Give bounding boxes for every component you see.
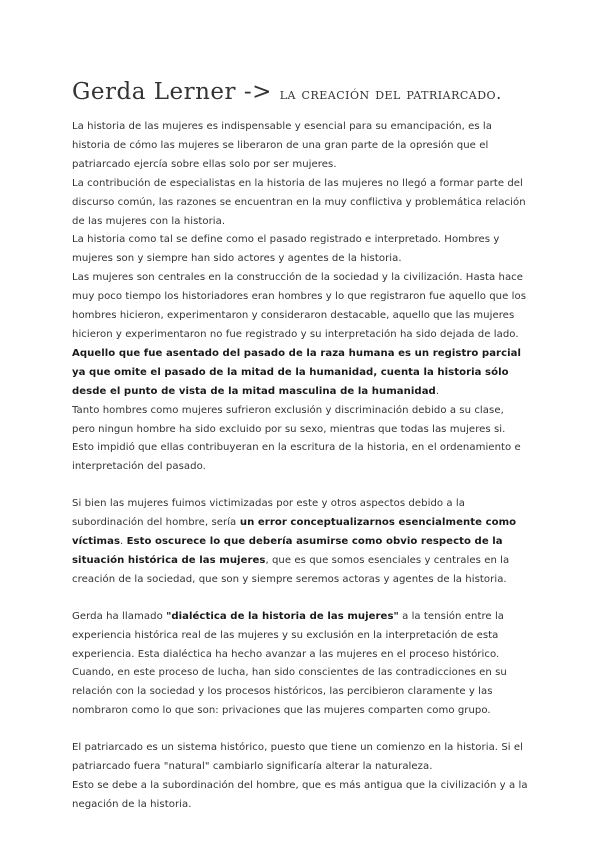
paragraph-10: Esto se debe a la subordinación del hombre, que es más antigua que la civilización y a la negación de la historia. <box>72 780 528 810</box>
paragraph-5 <box>72 345 530 402</box>
paragraph-1: La historia de las mujeres es indispensable y esencial para su emancipación, es la historia de cómo las mujeres se liberaron de una gran parte de la opresión que el patriarcado ejercía sobre ellas solo por ser mujeres. <box>72 121 493 170</box>
paragraph-7-bold-2: Esto oscurece lo que debería asumirse como obvio respecto de la situación histórica de las mujeres <box>72 536 503 566</box>
paragraph-5-end: . <box>435 385 440 397</box>
paragraph-2: La contribución de especialistas en la historia de las mujeres no llegó a formar parte del discurso común, las razones se encuentran en la muy conflictiva y problemática relación de las mujeres con la historia. <box>72 177 526 227</box>
paragraph-5-bold: Aquello que fue asentado del pasado de la raza humana es un registro parcial ya que omite el pasado de la mitad de la humanidad, cuenta la historia sólo desde el punto de vista de la mitad masculina de la humanidad <box>72 347 522 397</box>
paragraph-6: Tanto hombres como mujeres sufrieron exclusión y discriminación debido a su clase, pero ningun hombre ha sido excluido por su sexo, mientras que todas las mujeres si. Esto impidió que ellas contribuyeran en la escritura de la historia, en el ordenamiento e interpretación del pasado. <box>72 404 521 473</box>
paragraph-8-a: Gerda ha llamado <box>72 610 167 622</box>
paragraph-8 <box>72 608 530 721</box>
paragraph-9: El patriarcado es un sistema histórico, puesto que tiene un comienzo en la historia. Si el patriarcado fuera "natural" cambiarlo significaría alterar la naturaleza. <box>72 742 523 773</box>
paragraph-3: La historia como tal se define como el pasado registrado e interpretado. Hombres y mujeres son y siempre han sido actores y agentes de la historia. <box>72 234 500 265</box>
paragraph-7-bold-1: un error conceptualizarnos esencialmente como víctimas <box>72 517 517 548</box>
paragraph-4: Las mujeres son centrales en la construcción de la sociedad y la civilización. Hasta hace muy poco tiempo los historiadores eran hombres y lo que registraron fue aquello que los hombres hicieron, experimentaron y consideraron destacable, aquello que las mujeres hicieron y experimentaron no fue registrado y su interpretación ha sido dejada de lado. <box>72 272 527 340</box>
page-title <box>72 78 530 108</box>
paragraph-7-b: . <box>120 536 127 548</box>
paragraph-8-b: a la tensión entre la experiencia histórica real de las mujeres y su exclusión en la interpretación de esta experiencia. Esta dialéctica ha hecho avanzar a las mujeres en el proceso histórico. Cuando, en este proceso de lucha, han sido conscientes de las contradicciones en su relación con la sociedad y los procesos históricos, las percibieron claramente y las nombraron como lo que son: privaciones que las mujeres comparten como grupo. <box>72 610 507 717</box>
title-author: Gerda Lerner -> <box>72 79 272 105</box>
title-subtitle: la creación del patriarcado. <box>279 84 502 103</box>
paragraph-7-a: Si bien las mujeres fuimos victimizadas por este y otros aspectos debido a la subordinación del hombre, sería <box>72 498 465 529</box>
paragraph-7 <box>72 495 530 590</box>
paragraph-7-c: , que es que somos esenciales y centrales en la creación de la sociedad, que son y siempre seremos actoras y agentes de la historia. <box>72 554 510 585</box>
paragraph-8-bold: "dialéctica de la historia de las mujeres" <box>166 610 399 622</box>
